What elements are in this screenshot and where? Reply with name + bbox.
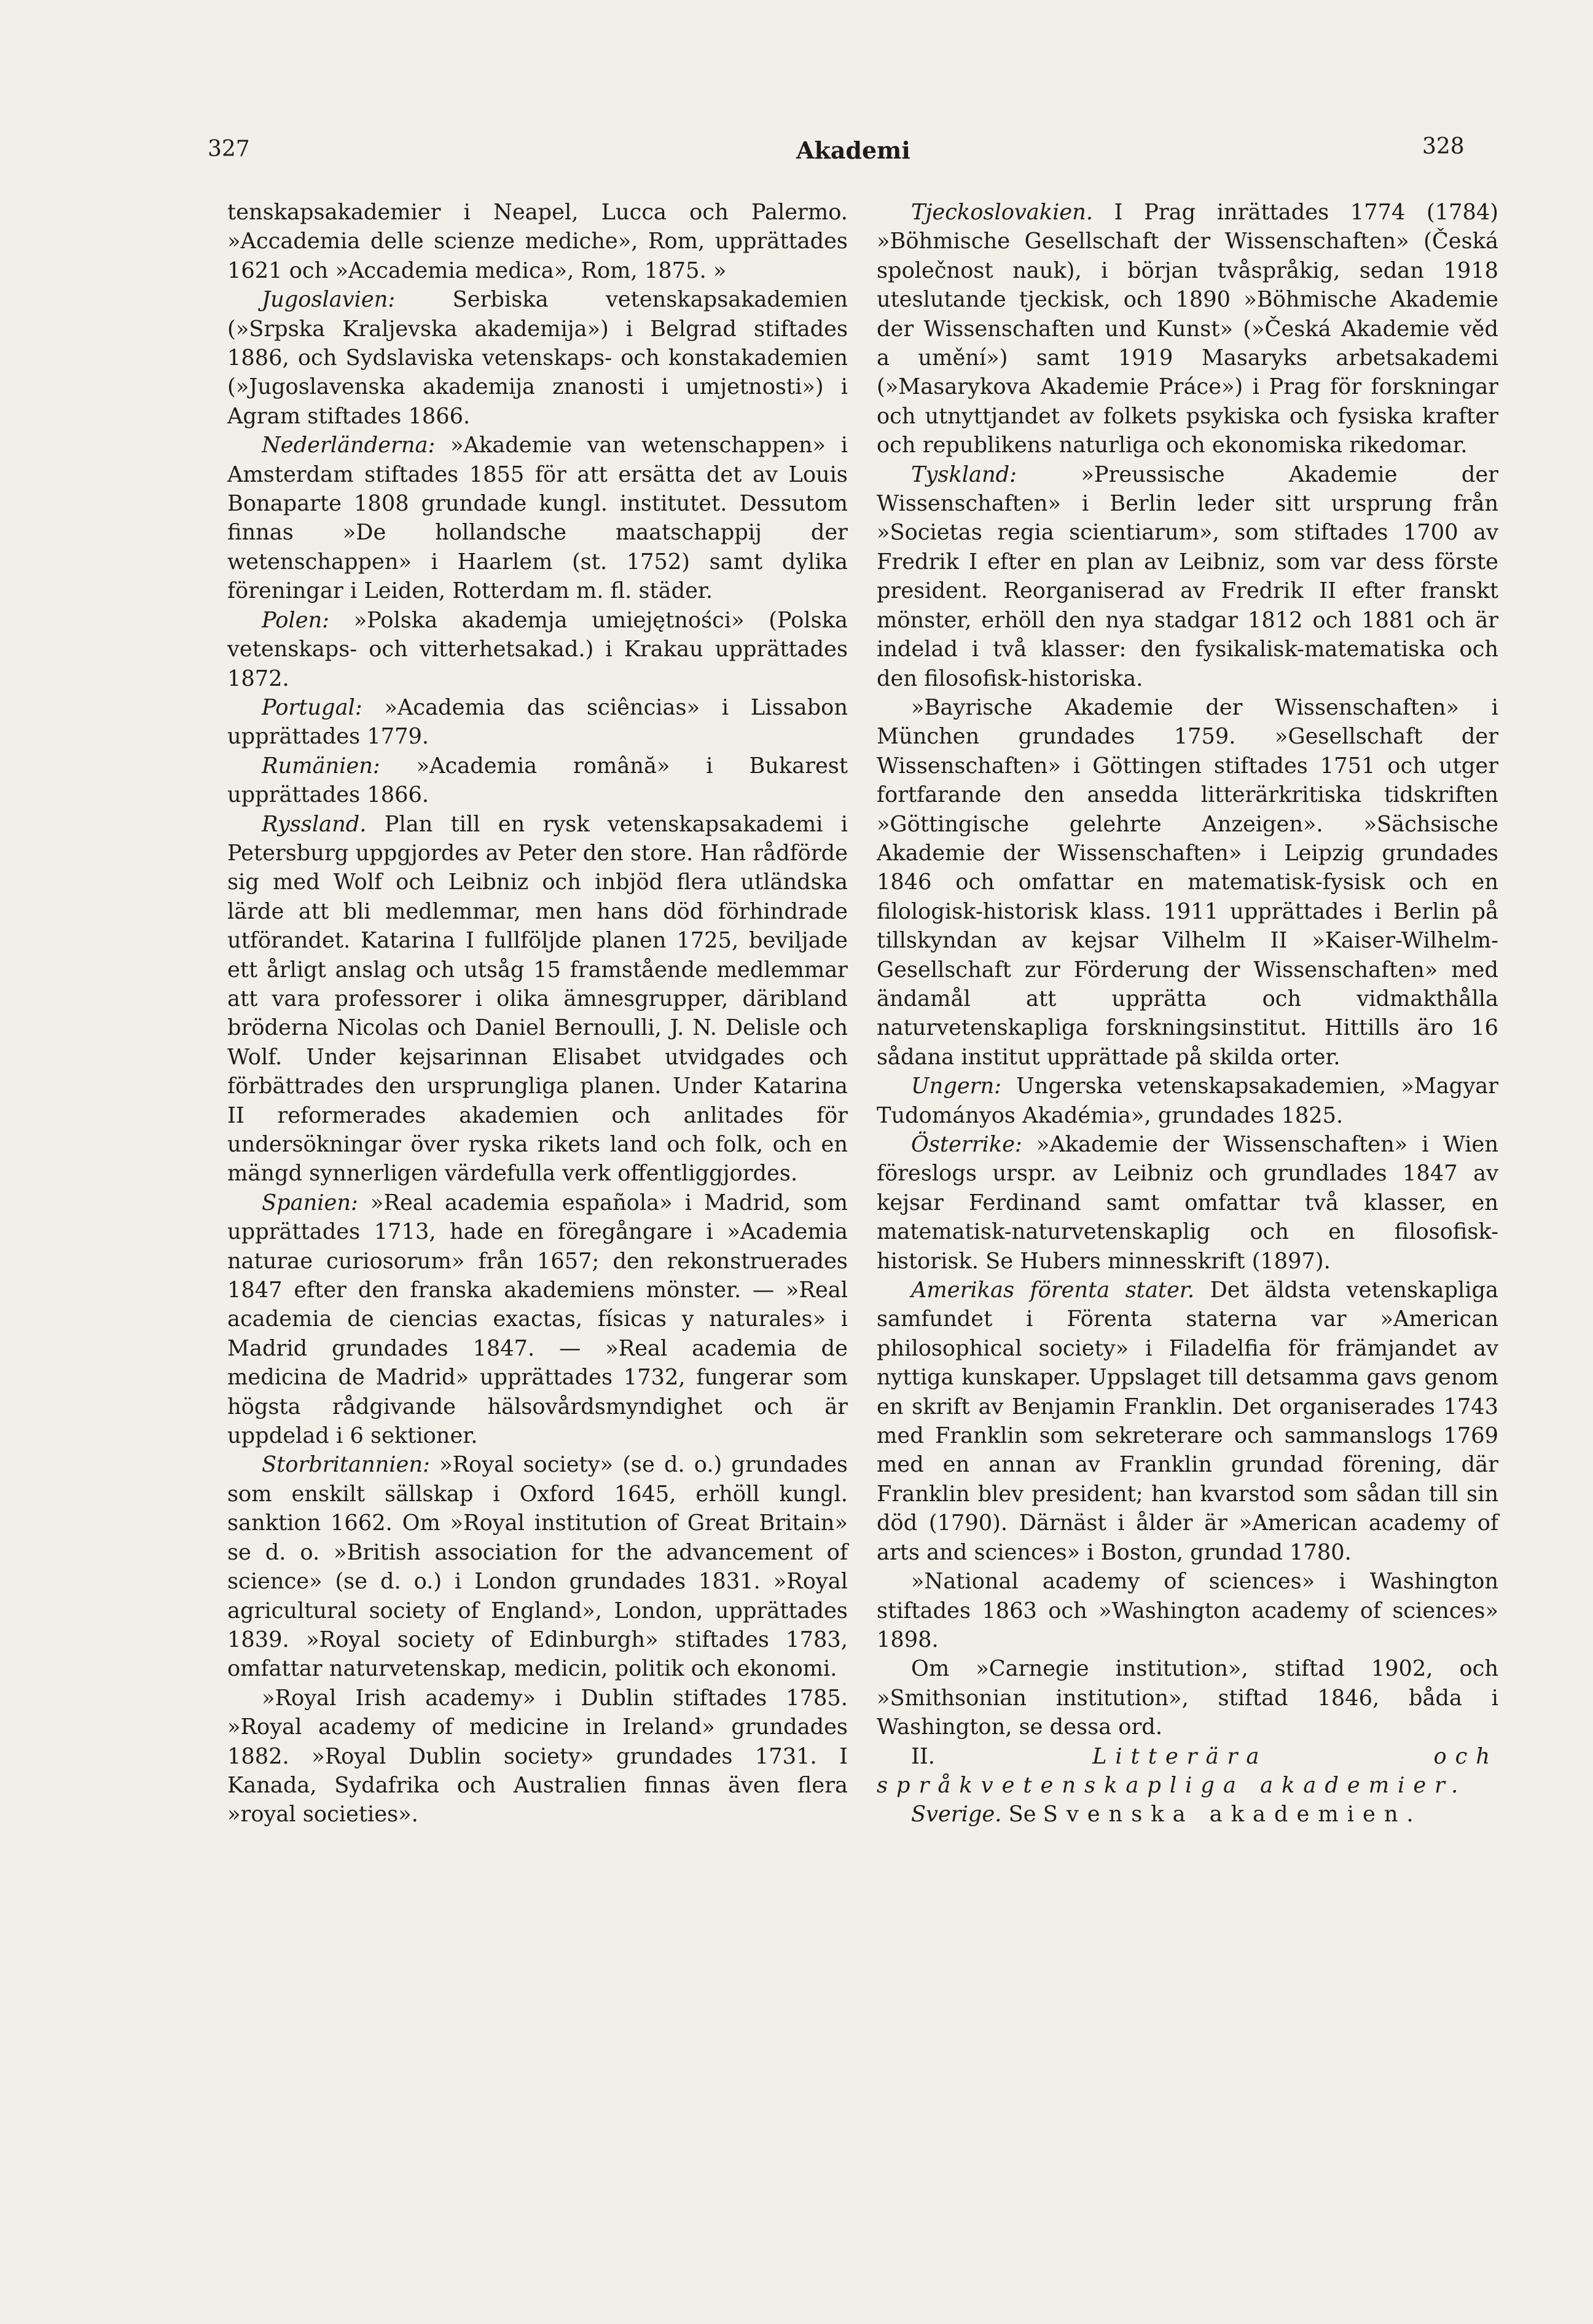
paragraph: Rumänien: »Academia română» i Bukarest upprättades 1866. [227,753,848,808]
paragraph: Jugoslavien: Serbiska vetenskapsakademien (»Srpska Kraljevska akademija») i Belgrad stiftades 1886, och Sydslaviska vetenskaps- och konstakademien (»Jugoslavenska akademija znanosti i umjetnosti») i Agram stiftades 1866. [227,287,848,429]
paragraph: »Royal Irish academy» i Dublin stiftades 1785. »Royal academy of medicine in Ireland» grundades 1882. »Royal Dublin society» grundades 1731. I Kanada, Sydafrika och Australien finnas även flera »royal societies». [227,1685,848,1827]
cross-reference: Svenska akademien. [1043,1802,1422,1827]
page-number-right: 328 [1422,134,1465,159]
paragraph: Amerikas förenta stater. Det äldsta vetenskapliga samfundet i Förenta staterna var »American philosophical society» i Filadelfia för främjandet av nyttiga kunskaper. Uppslaget till detsamma gavs genom en skrift av Benjamin Franklin. Det organiserades 1743 med Franklin som sekreterare och sammanslogs 1769 med en annan av Franklin grundad förening, där Franklin blev president; han kvarstod som sådan till sin död (1790). Därnäst i ålder är »American academy of arts and sciences» i Boston, grundad 1780. [877,1278,1498,1565]
paragraph: »National academy of sciences» i Washington stiftades 1863 och »Washington academy of sciences» 1898. [877,1569,1498,1652]
paragraph: Österrike: »Akademie der Wissenschaften» i Wien föreslogs urspr. av Leibniz och grundlades 1847 av kejsar Ferdinand samt omfattar två klasser, en matematisk-naturvetenskaplig och en filosofisk-historisk. Se Hubers minnesskrift (1897). [877,1132,1498,1274]
paragraph: Ryssland. Plan till en rysk vetenskapsakademi i Petersburg uppgjordes av Peter den store. Han rådförde sig med Wolf och Leibniz och inbjöd flera utländska lärde att bli medlemmar, men hans död förhindrade utförandet. Katarina I fullföljde planen 1725, beviljade ett årligt anslag och utsåg 15 framstående medlemmar att vara professorer i olika ämnesgrupper, däribland bröderna Nicolas och Daniel Bernoulli, J. N. Delisle och Wolf. Under kejsarinnan Elisabet utvidgades och förbättrades den ursprungliga planen. Under Katarina II reformerades akademien och anlitades för undersökningar över ryska rikets land och folk, och en mängd synnerligen värdefulla verk offentliggjordes. [227,811,848,1187]
paragraph: Ungern: Ungerska vetenskapsakademien, »Magyar Tudományos Akadémia», grundades 1825. [877,1074,1498,1128]
left-column [227,198,848,1829]
paragraph: Tjeckoslovakien. I Prag inrättades 1774 (1784) »Böhmische Gesellschaft der Wissenschaften» (Česká společnost nauk), i början tvåspråkig, sedan 1918 uteslutande tjeckisk, och 1890 »Böhmische Akademie der Wissenschaften und Kunst» (»Česká Akademie věd a umění») samt 1919 Masaryks arbetsakademi (»Masarykova Akademie Práce») i Prag för forskningar och utnyttjandet av folkets psykiska och fysiska krafter och republikens naturliga och ekonomiska rikedomar. [877,200,1498,458]
paragraph: Storbritannien: »Royal society» (se d. o.) grundades som enskilt sällskap i Oxford 1645, erhöll kungl. sanktion 1662. Om »Royal institution of Great Britain» se d. o. »British association for the advancement of science» (se d. o.) i London grundades 1831. »Royal agricultural society of England», London, upprättades 1839. »Royal society of Edinburgh» stiftades 1783, omfattar naturvetenskap, medicin, politik och ekonomi. [227,1452,848,1682]
document-page: 327 Akademi 328 tenskapsakademier i Neapel, Lucca och Palermo. »Accademia delle scienze mediche», Rom, upprättades 1621 och »Accademia medica», Rom, 1875. » Jugoslavien: Serbiska vetenskapsakademien (»Srpska Kraljevska akademija») i Belgrad stiftades 1886, och Sydslaviska vetenskaps- och konstakademien (»Jugoslavenska akademija znanosti i umjetnosti») i Agram stiftades 1866. Nederländerna: »Akademie van wetenschappen» i Amsterdam stiftades 1855 för att ersätta det av Louis Bonaparte 1808 grundade kungl. institutet. Dessutom finnas »De hollandsche maatschappij der wetenschappen» i Haarlem (st. 1752) samt dylika föreningar i Leiden, Rotterdam m. fl. städer. Polen: »Polska akademja umiejętności» (Polska vetenskaps- och vitterhetsakad.) i Krakau upprättades 1872. Portugal: »Academia das sciências» i Lissabon upprättades 1779. Rumänien: »Academia română» i Bukarest upprättades 1866. Ryssland. Plan till en rysk vetenskapsakademi i Petersburg uppgjordes av Peter den store. Han rådförde sig med Wolf och Leibniz och inbjöd flera utländska lärde att bli medlemmar, men hans död förhindrade utförandet. Katarina I fullföljde planen 1725, beviljade ett årligt anslag och utsåg 15 framstående medlemmar att vara professorer i olika ämnesgrupper, däribland bröderna Nicolas och Daniel Bernoulli, J. N. Delisle och Wolf. Under kejsarinnan Elisabet utvidgades och förbättrades den ursprungliga planen. Under Katarina II reformerades akademien och anlitades för undersökningar över ryska rikets land och folk, och en mängd synnerligen värdefulla verk offentliggjordes. Spanien: »Real academia española» i Madrid, som upprättades 1713, hade en föregångare i »Academia naturae curiosorum» från 1657; den rekonstruerades 1847 efter den franska akademiens mönster. — »Real academia de ciencias exactas, físicas y naturales» i Madrid grundades 1847. — »Real academia de medicina de Madrid» upprättades 1732, fungerar som högsta rådgivande hälsovårdsmyndighet och är uppdelad i 6 sektioner. Storbritannien: »Royal society» (se d. o.) grundades som enskilt sällskap i Oxford 1645, erhöll kungl. sanktion 1662. Om »Royal institution of Great Britain» se d. o. »British association for the advancement of science» (se d. o.) i London grundades 1831. »Royal agricultural society of England», London, upprättades 1839. »Royal society of Edinburgh» stiftades 1783, omfattar naturvetenskap, medicin, politik och ekonomi. »Royal Irish academy» i Dublin stiftades 1785. »Royal academy of medicine in Ireland» grundades 1882. »Royal Dublin society» grundades 1731. I Kanada, Sydafrika och Australien finnas även flera »royal societies». Tjeckoslovakien. I Prag inrättades 1774 (1784) »Böhmische Gesellschaft der Wissenschaften» (Česká společnost nauk), i början tvåspråkig, sedan 1918 uteslutande tjeckisk, och 1890 »Böhmische Akademie der Wissenschaften und Kunst» (»Česká Akademie věd a umění») samt 1919 Masaryks arbetsakademi (»Masarykova Akademie Práce») i Prag för forskningar och utnyttjandet av folkets psykiska och fysiska krafter och republikens naturliga och ekonomiska rikedomar. Tyskland: »Preussische Akademie der Wissenschaften» i Berlin leder sitt ursprung från »Societas regia scientiarum», som stiftades 1700 av Fredrik I efter en plan av Leibniz, som var dess förste president. Reorganiserad av Fredrik II efter franskt mönster, erhöll den nya stadgar 1812 och 1881 och är indelad i två klasser: den fysikalisk-matematiska och den filosofisk-historiska. »Bayrische Akademie der Wissenschaften» i München grundades 1759. »Gesellschaft der Wissenschaften» i Göttingen stiftades 1751 och utger fortfarande den ansedda litterärkritiska tidskriften »Göttingische gelehrte Anzeigen». »Sächsische Akademie der Wissenschaften» i Leipzig grundades 1846 och omfattar en matematisk-fysisk och en filologisk-historisk klass. 1911 upprättades i Berlin på tillskyndan av kejsar Vilhelm II »Kaiser-Wilhelm-Gesellschaft zur Förderung der Wissenschaften» med ändamål att upprätta och vidmakthålla naturvetenskapliga forskningsinstitut. Hittills äro 16 sådana institut upprättade på skilda orter. Ungern: Ungerska vetenskapsakademien, »Magyar Tudományos Akadémia», grundades 1825. Österrike: »Akademie der Wissenschaften» i Wien föreslogs urspr. av Leibniz och grundlades 1847 av kejsar Ferdinand samt omfattar två klasser, en matematisk-naturvetenskaplig och en filosofisk-historisk. Se Hubers minnesskrift (1897). Amerikas förenta stater. Det äldsta vetenskapliga samfundet i Förenta staterna var »American philosophical society» i Filadelfia för främjandet av nyttiga kunskaper. Uppslaget till detsamma gavs genom en skrift av Benjamin Franklin. Det organiserades 1743 med Franklin som sekreterare och sammanslogs 1769 med en annan av Franklin grundad förening, där Franklin blev president; han kvarstod som sådan till sin död (1790). Därnäst i ålder är »American academy of arts and sciences» i Boston, grundad 1780. »National academy of sciences» i Washington stiftades 1863 och »Washington academy of sciences» 1898. Om »Carnegie institution», stiftad 1902, och »Smithsonian institution», stiftad 1846, båda i Washington, se dessa ord. II. Litterära och språkvetenskapliga akademier. Sverige. Se Svenska akademien. [0,0,1593,2324]
right-column [877,198,1498,1829]
paragraph: Spanien: »Real academia española» i Madrid, som upprättades 1713, hade en föregångare i »Academia naturae curiosorum» från 1657; den rekonstruerades 1847 efter den franska akademiens mönster. — »Real academia de ciencias exactas, físicas y naturales» i Madrid grundades 1847. — »Real academia de medicina de Madrid» upprättades 1732, fungerar som högsta rådgivande hälsovårdsmyndighet och är uppdelad i 6 sektioner. [227,1190,848,1449]
paragraph: Sverige. Se Svenska akademien. [911,1802,1422,1827]
paragraph: Polen: »Polska akademja umiejętności» (Polska vetenskaps- och vitterhetsakad.) i Krakau upprättades 1872. [227,607,848,691]
page-number-left: 327 [208,136,250,162]
paragraph: tenskapsakademier i Neapel, Lucca och Palermo. »Accademia delle scienze mediche», Rom, upprättades 1621 och »Accademia medica», Rom, 1875. » [227,200,848,283]
paragraph: »Bayrische Akademie der Wissenschaften» i München grundades 1759. »Gesellschaft der Wissenschaften» i Göttingen stiftades 1751 och utger fortfarande den ansedda litterärkritiska tidskriften »Göttingische gelehrte Anzeigen». »Sächsische Akademie der Wissenschaften» i Leipzig grundades 1846 och omfattar en matematisk-fysisk och en filologisk-historisk klass. 1911 upprättades i Berlin på tillskyndan av kejsar Vilhelm II »Kaiser-Wilhelm-Gesellschaft zur Förderung der Wissenschaften» med ändamål att upprätta och vidmakthålla naturvetenskapliga forskningsinstitut. Hittills äro 16 sådana institut upprättade på skilda orter. [877,694,1498,1070]
paragraph: Tyskland: »Preussische Akademie der Wissenschaften» i Berlin leder sitt ursprung från »Societas regia scientiarum», som stiftades 1700 av Fredrik I efter en plan av Leibniz, som var dess förste president. Reorganiserad av Fredrik II efter franskt mönster, erhöll den nya stadgar 1812 och 1881 och är indelad i två klasser: den fysikalisk-matematiska och den filosofisk-historiska. [877,461,1498,691]
paragraph: Portugal: »Academia das sciências» i Lissabon upprättades 1779. [227,694,848,750]
paragraph: Om »Carnegie institution», stiftad 1902, och »Smithsonian institution», stiftad 1846, båda i Washington, se dessa ord. [877,1656,1498,1740]
section-heading: II. Litterära och språkvetenskapliga akademier. [877,1743,1498,1798]
paragraph: Nederländerna: »Akademie van wetenschappen» i Amsterdam stiftades 1855 för att ersätta det av Louis Bonaparte 1808 grundade kungl. institutet. Dessutom finnas »De hollandsche maatschappij der wetenschappen» i Haarlem (st. 1752) samt dylika föreningar i Leiden, Rotterdam m. fl. städer. [227,433,848,604]
